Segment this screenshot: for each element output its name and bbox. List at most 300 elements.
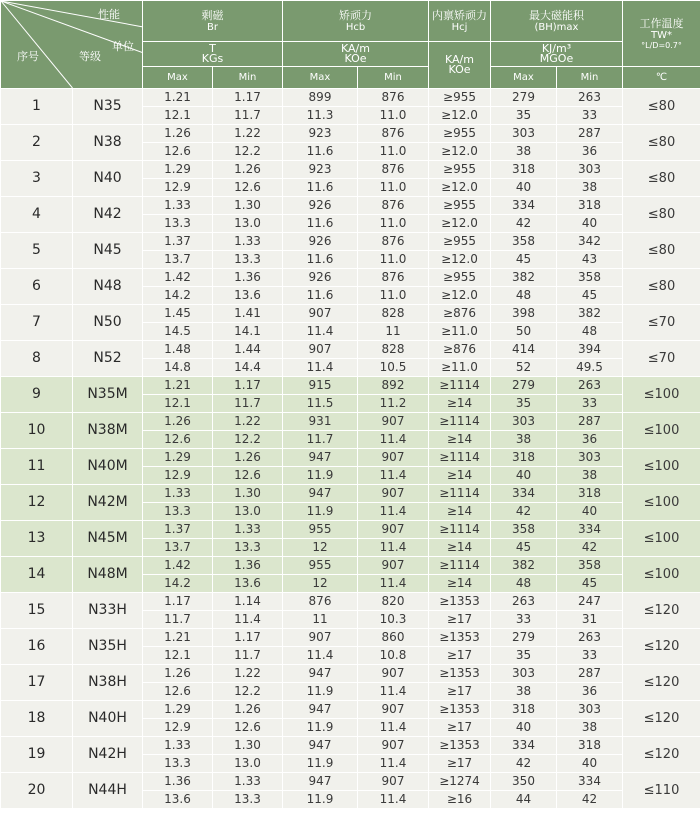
- hcj-min-ka: ≥955: [429, 269, 491, 287]
- no-label: 序号: [17, 50, 39, 63]
- hcj-min-koe: ≥12.0: [429, 215, 491, 233]
- bh-min-mgoe: 36: [557, 431, 623, 449]
- br-max-kg: 13.3: [143, 215, 213, 233]
- hcj-min-koe: ≥11.0: [429, 359, 491, 377]
- hcb-max-koe: 11.5: [283, 395, 358, 413]
- hcb-min-koe: 10.8: [358, 647, 429, 665]
- bh-unit: KJ/m³ MGOe: [491, 42, 623, 67]
- table-row: [1, 233, 700, 251]
- hcb-max-ka: 926: [283, 233, 358, 251]
- hcb-min-koe: 11.4: [358, 755, 429, 773]
- hcb-min-ka: 907: [358, 701, 429, 719]
- work-temp: ≤70: [623, 305, 700, 341]
- bh-min-kj: 303: [557, 701, 623, 719]
- bh-min-mgoe: 49.5: [557, 359, 623, 377]
- table-row: [1, 449, 700, 467]
- table-row: [1, 593, 700, 611]
- bh-max-kj: 279: [491, 377, 557, 395]
- hcb-max-ka: 955: [283, 521, 358, 539]
- bh-max-kj: 303: [491, 665, 557, 683]
- br-max-kg: 12.6: [143, 143, 213, 161]
- bh-max-kj: 303: [491, 125, 557, 143]
- bh-min-mgoe: 42: [557, 539, 623, 557]
- row-number: 9: [1, 377, 73, 413]
- bh-min-mgoe: 33: [557, 647, 623, 665]
- grade-name: N45M: [73, 521, 143, 557]
- hcb-max-ka: 947: [283, 449, 358, 467]
- hcb-max-koe: 11.6: [283, 143, 358, 161]
- br-max-t: 1.42: [143, 269, 213, 287]
- hcb-min-ka: 907: [358, 413, 429, 431]
- row-number: 6: [1, 269, 73, 305]
- bh-min-kj: 287: [557, 125, 623, 143]
- hcj-min-ka: ≥1114: [429, 449, 491, 467]
- br-min-t: 1.30: [213, 737, 283, 755]
- bh-max-mgoe: 42: [491, 755, 557, 773]
- hcb-min-koe: 11.0: [358, 251, 429, 269]
- work-temp: ≤100: [623, 413, 700, 449]
- bh-min-mgoe: 36: [557, 683, 623, 701]
- br-min-t: 1.22: [213, 125, 283, 143]
- table-row: [1, 197, 700, 215]
- hcj-min-koe: ≥12.0: [429, 143, 491, 161]
- table-row: [1, 341, 700, 359]
- hcj-min-koe: ≥12.0: [429, 107, 491, 125]
- hcb-max-ka: 907: [283, 305, 358, 323]
- grade-name: N50: [73, 305, 143, 341]
- bh-max-mgoe: 33: [491, 611, 557, 629]
- work-temp: ≤120: [623, 737, 700, 773]
- table-row: [1, 701, 700, 719]
- table-row: [1, 557, 700, 575]
- bh-max-kj: 382: [491, 557, 557, 575]
- hcb-max-koe: 11.9: [283, 791, 358, 809]
- hcj-min-ka: ≥876: [429, 341, 491, 359]
- grade-name: N48M: [73, 557, 143, 593]
- bh-min-kj: 358: [557, 269, 623, 287]
- hcb-max-ka: 876: [283, 593, 358, 611]
- bh-min-mgoe: 40: [557, 215, 623, 233]
- br-min-t: 1.41: [213, 305, 283, 323]
- hcb-max-ka: 947: [283, 773, 358, 791]
- table-row: [1, 305, 700, 323]
- hcb-max-koe: 11.3: [283, 107, 358, 125]
- br-min-t: 1.14: [213, 593, 283, 611]
- hcj-min-ka: ≥955: [429, 233, 491, 251]
- work-temp: ≤110: [623, 773, 700, 809]
- bh-min-mgoe: 38: [557, 179, 623, 197]
- br-min-t: 1.17: [213, 377, 283, 395]
- bh-max-kj: 279: [491, 629, 557, 647]
- hcb-max-ka: 907: [283, 629, 358, 647]
- br-max-t: 1.37: [143, 233, 213, 251]
- br-max-kg: 14.2: [143, 575, 213, 593]
- hcb-min-koe: 10.5: [358, 359, 429, 377]
- br-max-t: 1.21: [143, 629, 213, 647]
- br-max-t: 1.33: [143, 737, 213, 755]
- br-min-kg: 14.1: [213, 323, 283, 341]
- table-row: [1, 773, 700, 791]
- hcb-min-ka: 860: [358, 629, 429, 647]
- bh-max-mgoe: 38: [491, 143, 557, 161]
- table-row: [1, 89, 700, 107]
- grade-name: N42H: [73, 737, 143, 773]
- bh-max-mgoe: 35: [491, 647, 557, 665]
- hcj-min-ka: ≥1353: [429, 629, 491, 647]
- hcb-max-ka: 947: [283, 665, 358, 683]
- br-min-kg: 13.3: [213, 539, 283, 557]
- hcb-min-koe: 11.4: [358, 575, 429, 593]
- br-max-kg: 12.1: [143, 395, 213, 413]
- hcb-min-koe: 10.3: [358, 611, 429, 629]
- br-max-t: 1.33: [143, 485, 213, 503]
- row-number: 5: [1, 233, 73, 269]
- br-min-kg: 12.2: [213, 683, 283, 701]
- bh-max-kj: 382: [491, 269, 557, 287]
- hcb-min-ka: 828: [358, 305, 429, 323]
- row-number: 8: [1, 341, 73, 377]
- hcb-min-ka: 907: [358, 773, 429, 791]
- hcb-max-header: Max: [283, 67, 358, 89]
- hcb-max-koe: 11.4: [283, 359, 358, 377]
- br-max-kg: 13.6: [143, 791, 213, 809]
- br-min-header: Min: [213, 67, 283, 89]
- bh-min-mgoe: 45: [557, 287, 623, 305]
- hcb-min-ka: 892: [358, 377, 429, 395]
- br-min-kg: 12.2: [213, 431, 283, 449]
- grade-name: N40H: [73, 701, 143, 737]
- hcb-min-koe: 11.4: [358, 683, 429, 701]
- hcb-max-ka: 899: [283, 89, 358, 107]
- grade-name: N44H: [73, 773, 143, 809]
- bh-min-kj: 318: [557, 197, 623, 215]
- br-min-t: 1.33: [213, 233, 283, 251]
- bh-max-kj: 398: [491, 305, 557, 323]
- work-temp: ≤100: [623, 449, 700, 485]
- grade-name: N35: [73, 89, 143, 125]
- work-temp: ≤80: [623, 269, 700, 305]
- hcb-max-ka: 926: [283, 269, 358, 287]
- hcb-max-koe: 11.9: [283, 503, 358, 521]
- hcb-max-ka: 926: [283, 197, 358, 215]
- grade-name: N40M: [73, 449, 143, 485]
- br-header: 剩磁 Br: [143, 1, 283, 42]
- work-temp: ≤100: [623, 377, 700, 413]
- bh-min-kj: 318: [557, 737, 623, 755]
- hcj-min-koe: ≥14: [429, 467, 491, 485]
- row-number: 20: [1, 773, 73, 809]
- bh-max-kj: 334: [491, 197, 557, 215]
- hcb-min-ka: 876: [358, 269, 429, 287]
- br-max-kg: 12.1: [143, 647, 213, 665]
- bh-min-mgoe: 38: [557, 467, 623, 485]
- row-number: 12: [1, 485, 73, 521]
- hcb-max-koe: 11.9: [283, 719, 358, 737]
- bh-max-mgoe: 40: [491, 467, 557, 485]
- br-min-kg: 13.0: [213, 215, 283, 233]
- work-temp: ≤70: [623, 341, 700, 377]
- work-temp: ≤100: [623, 521, 700, 557]
- grade-name: N35M: [73, 377, 143, 413]
- br-min-kg: 13.3: [213, 791, 283, 809]
- hcb-header: 矫顽力 Hcb: [283, 1, 429, 42]
- bh-max-mgoe: 40: [491, 179, 557, 197]
- grade-name: N52: [73, 341, 143, 377]
- br-max-t: 1.37: [143, 521, 213, 539]
- bh-max-mgoe: 38: [491, 431, 557, 449]
- row-number: 14: [1, 557, 73, 593]
- hcj-min-ka: ≥1353: [429, 593, 491, 611]
- bh-min-kj: 334: [557, 521, 623, 539]
- grade-name: N38M: [73, 413, 143, 449]
- hcj-min-koe: ≥17: [429, 647, 491, 665]
- work-temp: ≤120: [623, 701, 700, 737]
- br-min-t: 1.30: [213, 197, 283, 215]
- hcb-min-koe: 11.4: [358, 503, 429, 521]
- br-min-kg: 12.6: [213, 467, 283, 485]
- hcb-min-ka: 907: [358, 449, 429, 467]
- br-min-t: 1.33: [213, 773, 283, 791]
- hcb-max-koe: 11.6: [283, 251, 358, 269]
- br-min-t: 1.17: [213, 89, 283, 107]
- hcj-min-ka: ≥1353: [429, 701, 491, 719]
- br-max-t: 1.21: [143, 89, 213, 107]
- br-max-kg: 12.9: [143, 467, 213, 485]
- hcj-min-koe: ≥17: [429, 719, 491, 737]
- br-min-t: 1.26: [213, 701, 283, 719]
- hcj-min-ka: ≥955: [429, 89, 491, 107]
- br-max-t: 1.26: [143, 665, 213, 683]
- hcj-min-ka: ≥955: [429, 161, 491, 179]
- work-temp: ≤80: [623, 89, 700, 125]
- hcj-min-ka: ≥1114: [429, 377, 491, 395]
- br-max-kg: 13.3: [143, 503, 213, 521]
- bh-max-kj: 334: [491, 737, 557, 755]
- row-number: 18: [1, 701, 73, 737]
- hcb-min-koe: 11.4: [358, 431, 429, 449]
- row-number: 11: [1, 449, 73, 485]
- bh-min-kj: 318: [557, 485, 623, 503]
- br-max-t: 1.26: [143, 413, 213, 431]
- bh-max-kj: 318: [491, 161, 557, 179]
- hcb-min-ka: 907: [358, 737, 429, 755]
- bh-max-kj: 350: [491, 773, 557, 791]
- hcb-min-ka: 876: [358, 233, 429, 251]
- hcj-min-koe: ≥17: [429, 611, 491, 629]
- bh-min-mgoe: 33: [557, 395, 623, 413]
- br-min-kg: 11.7: [213, 107, 283, 125]
- bh-max-mgoe: 42: [491, 503, 557, 521]
- grade-name: N42M: [73, 485, 143, 521]
- bh-min-kj: 287: [557, 665, 623, 683]
- hcj-header: 内禀矫顽力 Hcj: [429, 1, 491, 42]
- tw-unit: ℃: [623, 67, 700, 89]
- hcb-min-ka: 876: [358, 197, 429, 215]
- bh-min-kj: 394: [557, 341, 623, 359]
- row-number: 4: [1, 197, 73, 233]
- br-min-t: 1.17: [213, 629, 283, 647]
- br-min-kg: 13.6: [213, 287, 283, 305]
- bh-min-kj: 263: [557, 377, 623, 395]
- br-max-t: 1.21: [143, 377, 213, 395]
- br-min-t: 1.26: [213, 161, 283, 179]
- bh-min-kj: 303: [557, 161, 623, 179]
- hcb-min-koe: 11.4: [358, 719, 429, 737]
- bh-min-mgoe: 43: [557, 251, 623, 269]
- work-temp: ≤120: [623, 665, 700, 701]
- br-max-t: 1.17: [143, 593, 213, 611]
- hcb-max-koe: 11.9: [283, 755, 358, 773]
- table-row: [1, 413, 700, 431]
- br-min-t: 1.36: [213, 557, 283, 575]
- bh-max-kj: 318: [491, 701, 557, 719]
- hcb-max-ka: 907: [283, 341, 358, 359]
- header-diagonal-cell: [1, 1, 143, 89]
- hcj-min-koe: ≥17: [429, 683, 491, 701]
- br-max-t: 1.42: [143, 557, 213, 575]
- row-number: 16: [1, 629, 73, 665]
- bh-min-mgoe: 40: [557, 755, 623, 773]
- br-max-t: 1.45: [143, 305, 213, 323]
- br-min-t: 1.30: [213, 485, 283, 503]
- hcj-min-ka: ≥876: [429, 305, 491, 323]
- hcb-min-koe: 11.0: [358, 107, 429, 125]
- work-temp: ≤80: [623, 197, 700, 233]
- br-max-kg: 13.7: [143, 539, 213, 557]
- hcj-min-ka: ≥1274: [429, 773, 491, 791]
- hcb-min-header: Min: [358, 67, 429, 89]
- hcb-max-koe: 12: [283, 539, 358, 557]
- hcb-min-koe: 11.2: [358, 395, 429, 413]
- br-max-t: 1.29: [143, 449, 213, 467]
- br-max-kg: 12.9: [143, 719, 213, 737]
- hcb-min-koe: 11.4: [358, 467, 429, 485]
- hcb-max-ka: 915: [283, 377, 358, 395]
- row-number: 2: [1, 125, 73, 161]
- br-min-t: 1.44: [213, 341, 283, 359]
- br-max-t: 1.29: [143, 161, 213, 179]
- br-max-t: 1.48: [143, 341, 213, 359]
- table-row: [1, 161, 700, 179]
- bh-max-mgoe: 45: [491, 539, 557, 557]
- table-row: [1, 269, 700, 287]
- hcb-max-koe: 11.6: [283, 215, 358, 233]
- br-min-kg: 13.6: [213, 575, 283, 593]
- br-min-kg: 12.6: [213, 719, 283, 737]
- bh-min-kj: 247: [557, 593, 623, 611]
- hcb-max-koe: 11.7: [283, 431, 358, 449]
- bh-max-mgoe: 48: [491, 287, 557, 305]
- hcj-min-ka: ≥1353: [429, 737, 491, 755]
- hcb-max-koe: 11.4: [283, 647, 358, 665]
- br-min-t: 1.26: [213, 449, 283, 467]
- bh-max-mgoe: 35: [491, 395, 557, 413]
- unit-label: 单位: [112, 40, 134, 53]
- work-temp: ≤120: [623, 593, 700, 629]
- hcj-min-koe: ≥12.0: [429, 179, 491, 197]
- hcb-min-koe: 11.4: [358, 791, 429, 809]
- hcb-max-ka: 947: [283, 701, 358, 719]
- row-number: 13: [1, 521, 73, 557]
- hcj-min-koe: ≥11.0: [429, 323, 491, 341]
- hcb-min-koe: 11.0: [358, 143, 429, 161]
- bh-min-mgoe: 45: [557, 575, 623, 593]
- hcb-max-ka: 947: [283, 485, 358, 503]
- row-number: 10: [1, 413, 73, 449]
- br-min-t: 1.22: [213, 665, 283, 683]
- hcj-min-koe: ≥12.0: [429, 251, 491, 269]
- hcb-max-ka: 947: [283, 737, 358, 755]
- hcj-min-koe: ≥14: [429, 539, 491, 557]
- hcb-min-koe: 11.0: [358, 179, 429, 197]
- row-number: 17: [1, 665, 73, 701]
- bh-min-header: Min: [557, 67, 623, 89]
- bh-header: 最大磁能积 (BH)max: [491, 1, 623, 42]
- work-temp: ≤100: [623, 485, 700, 521]
- hcb-min-koe: 11.4: [358, 539, 429, 557]
- work-temp: ≤80: [623, 125, 700, 161]
- br-max-kg: 12.6: [143, 683, 213, 701]
- grade-name: N35H: [73, 629, 143, 665]
- bh-min-kj: 334: [557, 773, 623, 791]
- hcb-max-koe: 11: [283, 611, 358, 629]
- br-min-kg: 14.4: [213, 359, 283, 377]
- table-row: [1, 737, 700, 755]
- hcb-min-ka: 907: [358, 557, 429, 575]
- grade-name: N42: [73, 197, 143, 233]
- bh-max-mgoe: 38: [491, 683, 557, 701]
- hcj-min-ka: ≥1114: [429, 521, 491, 539]
- hcb-min-ka: 876: [358, 125, 429, 143]
- hcb-max-koe: 12: [283, 575, 358, 593]
- grade-name: N48: [73, 269, 143, 305]
- br-max-kg: 12.9: [143, 179, 213, 197]
- bh-min-kj: 263: [557, 629, 623, 647]
- bh-min-mgoe: 31: [557, 611, 623, 629]
- table-row: [1, 629, 700, 647]
- hcb-max-ka: 923: [283, 125, 358, 143]
- grade-label: 等级: [79, 50, 101, 63]
- br-max-kg: 12.6: [143, 431, 213, 449]
- grade-name: N38: [73, 125, 143, 161]
- hcb-max-ka: 955: [283, 557, 358, 575]
- table-row: [1, 485, 700, 503]
- bh-max-mgoe: 52: [491, 359, 557, 377]
- work-temp: ≤80: [623, 161, 700, 197]
- bh-min-kj: 263: [557, 89, 623, 107]
- grade-name: N33H: [73, 593, 143, 629]
- table-row: [1, 665, 700, 683]
- br-min-kg: 13.0: [213, 755, 283, 773]
- row-number: 7: [1, 305, 73, 341]
- table-row: [1, 521, 700, 539]
- work-temp: ≤80: [623, 233, 700, 269]
- br-min-kg: 11.7: [213, 395, 283, 413]
- br-min-t: 1.36: [213, 269, 283, 287]
- br-max-t: 1.33: [143, 197, 213, 215]
- br-max-t: 1.26: [143, 125, 213, 143]
- row-number: 15: [1, 593, 73, 629]
- br-min-kg: 13.3: [213, 251, 283, 269]
- bh-min-kj: 358: [557, 557, 623, 575]
- table-row: [1, 377, 700, 395]
- br-max-kg: 14.5: [143, 323, 213, 341]
- bh-min-mgoe: 40: [557, 503, 623, 521]
- bh-max-kj: 358: [491, 521, 557, 539]
- br-max-kg: 11.7: [143, 611, 213, 629]
- br-min-kg: 11.7: [213, 647, 283, 665]
- br-min-kg: 12.6: [213, 179, 283, 197]
